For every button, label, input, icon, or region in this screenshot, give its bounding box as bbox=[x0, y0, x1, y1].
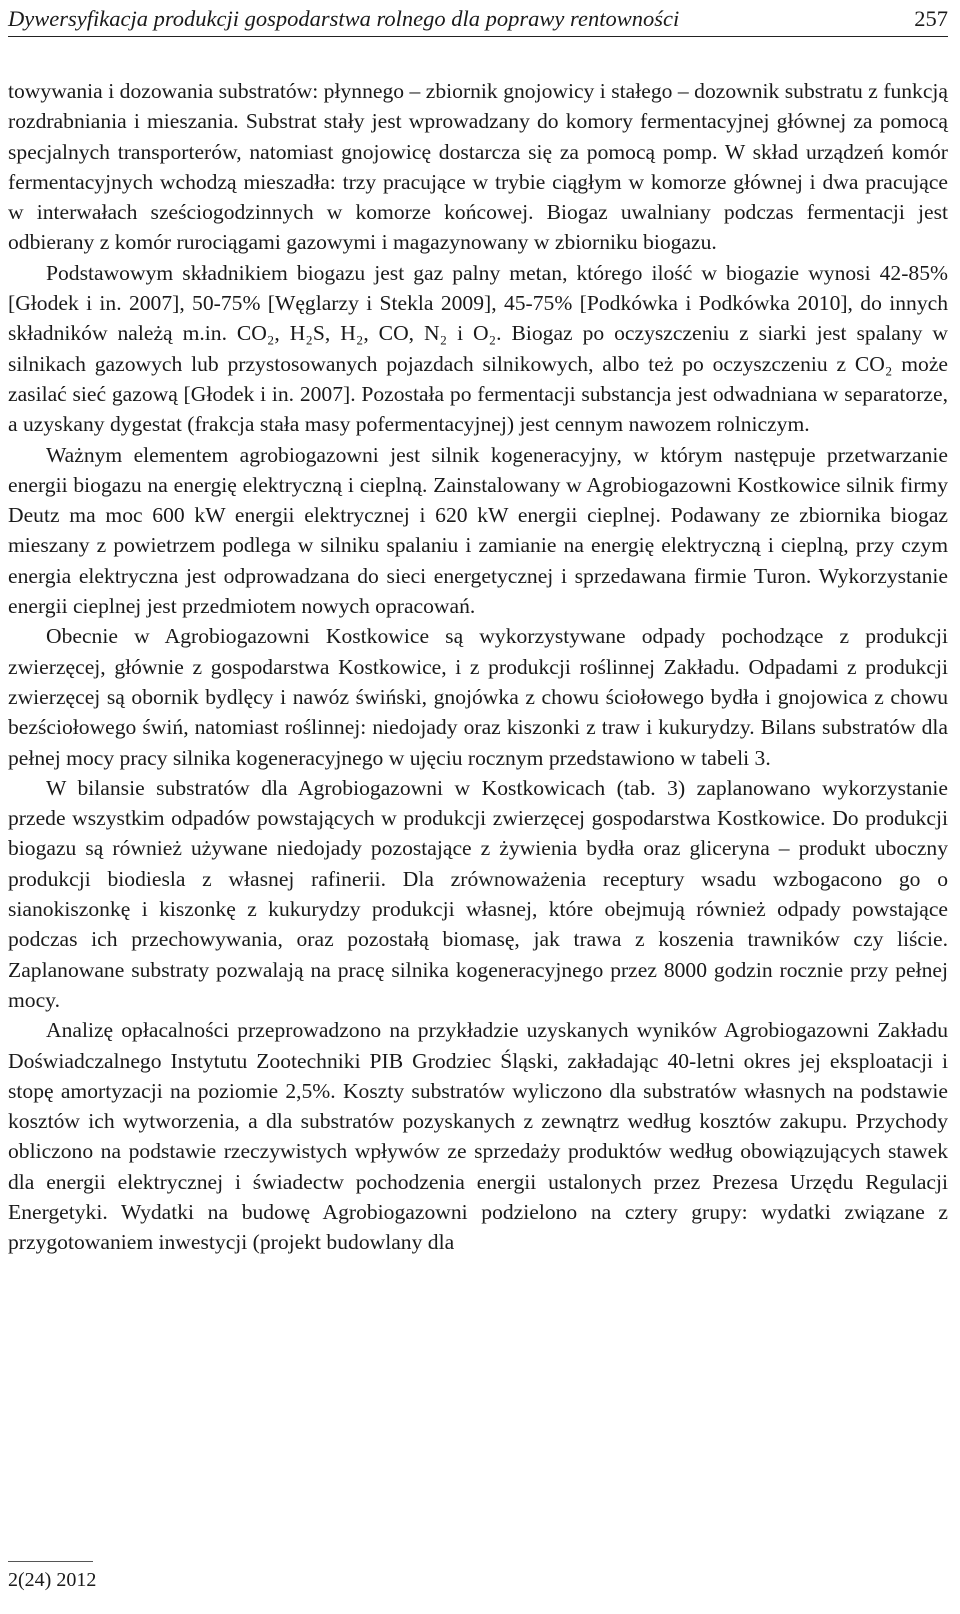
header-title: Dywersyfikacja produkcji gospodarstwa rolnego dla poprawy rentowności bbox=[8, 6, 680, 31]
footer-issue: 2(24) 2012 bbox=[8, 1569, 97, 1591]
paragraph-2: Podstawowym składnikiem biogazu jest gaz palny metan, którego ilość w biogazie wynosi 42-85% [Głodek i in. 2007], 50-75% [Węglarzy i Stekla 2009], 45-75% [Podkówka i Podkówka 2010], do innych składników należą m.in. CO₂, H₂S, H₂, CO, N₂ i O₂. Biogaz po oczyszczeniu z siarki jest spalany w silnikach gazowych lub przystosowanych pojazdach silnikowych, albo też po oczyszczeniu z CO₂ może zasilać sieć gazową [Głodek i in. 2007]. Pozostała po fermentacji substancja jest odwadniana w separatorze, a uzyskany dygestat (frakcja stała masy pofermentacyjnej) jest cennym nawozem rolniczym. bbox=[8, 260, 948, 437]
paragraph-6: Analizę opłacalności przeprowadzono na przykładzie uzyskanych wyników Agrobiogazowni Zakładu Doświadczalnego Instytutu Zootechniki PIB Grodziec Śląski, zakładając 40-letni okres jej eksploatacji i stopę amortyzacji na poziomie 2,5%. Koszty substratów wyliczono dla substratów własnych na podstawie kosztów ich wytworzenia, a dla substratów pozyskanych z zewnątrz według kosztów zakupu. Przychody obliczono na podstawie rzeczywistych wpływów ze sprzedaży produktów według obowiązujących stawek dla energii elektrycznej i świadectw pochodzenia energii ustalonych przez Prezesa Urzędu Regulacji Energetyki. Wydatki na budowę Agrobiogazowni podzielono na cztery grupy: wydatki związane z przygotowaniem inwestycji (projekt budowlany dla bbox=[8, 1018, 948, 1255]
footer-rule bbox=[8, 1561, 93, 1562]
running-header bbox=[8, 2, 948, 37]
paragraph-5: W bilansie substratów dla Agrobiogazowni w Kostkowicach (tab. 3) zaplanowano wykorzystanie przede wszystkim odpadów powstających w produkcji zwierzęcej gospodarstwa Kostkowice. Do produkcji biogazu są również używane niedojady pozostające z żywienia bydła oraz gliceryna – produkt uboczny produkcji biodiesla z własnej rafinerii. Dla zrównoważenia receptury wsadu wzbogacono go o sianokiszonkę i kiszonkę z kukurydzy produkcji własnej, które obejmują również odpady powstające podczas ich przechowywania, oraz pozostałą biomasę, jak trawa z koszenia trawników czy liście. Zaplanowane substraty pozwalają na pracę silnika kogeneracyjnego przez 8000 godzin rocznie przy pełnej mocy. bbox=[8, 775, 948, 1012]
paragraph-1: towywania i dozowania substratów: płynnego – zbiornik gnojowicy i stałego – dozownik substratu z funkcją rozdrabniania i mieszania. Substrat stały jest wprowadzany do komory fermentacyjnej głównej za pomocą specjalnych transporterów, natomiast gnojowicę dostarcza się za pomocą pomp. W skład urządzeń komór fermentacyjnych wchodzą mieszadła: trzy pracujące w trybie ciągłym w komorze głównej i dwa pracujące w interwałach sześciogodzinnych w komorze końcowej. Biogaz uwalniany podczas fermentacji jest odbierany z komór rurociągami gazowymi i magazynowany w zbiorniku biogazu. bbox=[8, 79, 948, 255]
paragraph-4: Obecnie w Agrobiogazowni Kostkowice są wykorzystywane odpady pochodzące z produkcji zwierzęcej, głównie z gospodarstwa Kostkowice, i z produkcji roślinnej Zakładu. Odpadami z produkcji zwierzęcej są obornik bydlęcy i nawóz świński, gnojówka z chowu ściołowego bydła i gnojowica z chowu bezściołowego świń, natomiast roślinnej: niedojady oraz kiszonki z traw i kukurydzy. Bilans substratów dla pełnej mocy pracy silnika kogeneracyjnego w ujęciu rocznym przedstawiono w tabeli 3. bbox=[8, 624, 948, 770]
paragraph-3: Ważnym elementem agrobiogazowni jest silnik kogeneracyjny, w którym następuje przetwarzanie energii biogazu na energię elektryczną i cieplną. Zainstalowany w Agrobiogazowni Kostkowice silnik firmy Deutz ma moc 600 kW energii elektrycznej i 620 kW energii cieplnej. Podawany ze zbiornika biogaz mieszany z powietrzem podlega w silniku spalaniu i zamianie na energię elektryczną i cieplną, przy czym energia elektryczna jest odprowadzana do sieci energetycznej i sprzedawana firmie Turon. Wykorzystanie energii cieplnej jest przedmiotem nowych opracowań. bbox=[8, 442, 948, 619]
body-text bbox=[8, 76, 948, 1258]
page-number: 257 bbox=[914, 6, 948, 31]
